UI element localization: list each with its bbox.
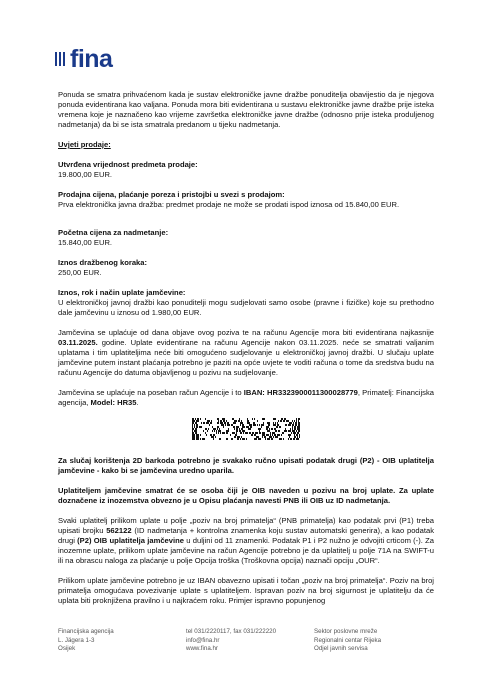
reference-paragraph: Svaki uplatitelj prilikom uplate u polje „poziv na broj primatelja“ (PNB primatelja) kao podatak prvi (P1) treba upisati brojku 562122 (ID nadmetanja + kontrolna znamenka koju sustav automatski generira), a kao podatak drugi (P2) OIB uplatitelja jamčevine u duljini od 11 znamenki. Podatak P1 i P2 nužno je odvojiti crticom (-). Za inozemne uplate, prilikom uplate jamčevine na račun Agencije potrebno je da uplatitelj u polje 71A na SWIFT-u ili na obrascu naloga za plaćanje u polje Opcija troška (Troškovna opcija) naznači opciju „OUR“. — [58, 516, 435, 565]
start-price-section — [58, 228, 434, 248]
value-label: Utvrđena vrijednost predmeta prodaje: — [58, 160, 198, 169]
deposit-text-2: Jamčevina se uplaćuje od dana objave ovog poziva te na računu Agencije mora biti evidentirana najkasnije 03.11.2025. godine. Uplate evidentirane na računu Agencije nakon 03.11.2025. neće se smatrati valjanim uplatama i tim uplatiteljima neće biti omogućeno sudjelovanje u elektroničkoj javnoj dražbi. U slučaju uplate jamčevine putem instant plaćanja potrebno je paziti na opće uvjete te voditi računa o tome da sredstva budu na računu Agencije do datuma objavljenog u pozivu na sudjelovanje. — [58, 328, 434, 377]
logo-text: fina — [70, 45, 113, 73]
footer-col-1: Financijska agencija L. Jägera 1-3 Osijek — [58, 628, 114, 652]
value-section — [58, 160, 434, 180]
start-price-label: Početna cijena za nadmetanje: — [58, 228, 169, 237]
price-section — [58, 190, 434, 210]
deposit-section — [58, 288, 434, 318]
barcode-note: Za slučaj korištenja 2D barkoda potrebno je svakako ručno upisati podatak drugi (P2) - OIB uplatitelja jamčevine - kako bi se jamčevina uredno uparila. — [58, 456, 434, 475]
pdf417-barcode — [192, 418, 300, 440]
price-text: Prva elektronička javna dražba: predmet prodaje ne može se prodati ispod iznosa od 15.840,00 EUR. — [58, 200, 400, 209]
deposit-text-3: Jamčevina se uplaćuje na poseban račun Agencije i to IBAN: HR3323900011300028779, Primatelj: Financijska agencija, Model: HR35. — [58, 388, 434, 407]
last-paragraph: Prilikom uplate jamčevine potrebno je uz IBAN obavezno upisati i točan „poziv na broj primatelja“. Poziv na broj primatelja omogućava povezivanje uplate s uplatiteljem. Ispravan poziv na broj sigurnost je uplatitelju da će uplata biti proknjižena pravilno i u najkraćem roku. Primjer ispravno popunjenog — [58, 576, 434, 605]
step-label: Iznos dražbenog koraka: — [58, 258, 148, 267]
fina-logo — [55, 47, 112, 71]
intro-paragraph: Ponuda se smatra prihvaćenom kada je sustav elektroničke javne dražbe ponuditelja obavijestio da je njegova ponuda evidentirana kao valjana. Ponuda mora biti evidentirana u sustavu elektroničke javne dražbe prije isteka vremena koje je naznačeno kao vrijeme završetka elektroničke javne dražbe (odnosno prije isteka produljenog nadmetanja) da bi se ista smatrala predanom u tijeku nadmetanja. — [58, 90, 434, 129]
document-body — [58, 90, 434, 616]
step-text: 250,00 EUR. — [58, 268, 102, 277]
deposit-text-1: U elektroničkoj javnoj dražbi kao ponuditelji mogu sudjelovati samo osobe (pravne i fizičke) koje su prethodno dale jamčevinu u iznosu od 1.980,00 EUR. — [58, 298, 434, 317]
logo-bars-icon — [55, 52, 65, 66]
footer-col-3: Sektor poslovne mreže Regionalni centar Rijeka Odjel javnih servisa — [314, 628, 382, 652]
conditions-heading: Uvjeti prodaje: — [58, 140, 111, 149]
value-text: 19.800,00 EUR. — [58, 170, 113, 179]
footer-col-2: tel 031/2220117, fax 031/222220 info@fina.hr www.fina.hr — [186, 628, 277, 652]
payer-note: Uplatiteljem jamčevine smatrat će se osoba čiji je OIB naveden u pozivu na broj uplate. Za uplate doznačene iz inozemstva obvezno je u Opisu plaćanja navesti PNB ili OIB uz ID nadmetanja. — [58, 486, 434, 505]
step-section — [58, 258, 434, 278]
page-footer — [58, 628, 434, 654]
deposit-label: Iznos, rok i način uplate jamčevine: — [58, 288, 186, 297]
start-price-text: 15.840,00 EUR. — [58, 238, 113, 247]
price-label: Prodajna cijena, plaćanje poreza i pristojbi u svezi s prodajom: — [58, 190, 285, 199]
